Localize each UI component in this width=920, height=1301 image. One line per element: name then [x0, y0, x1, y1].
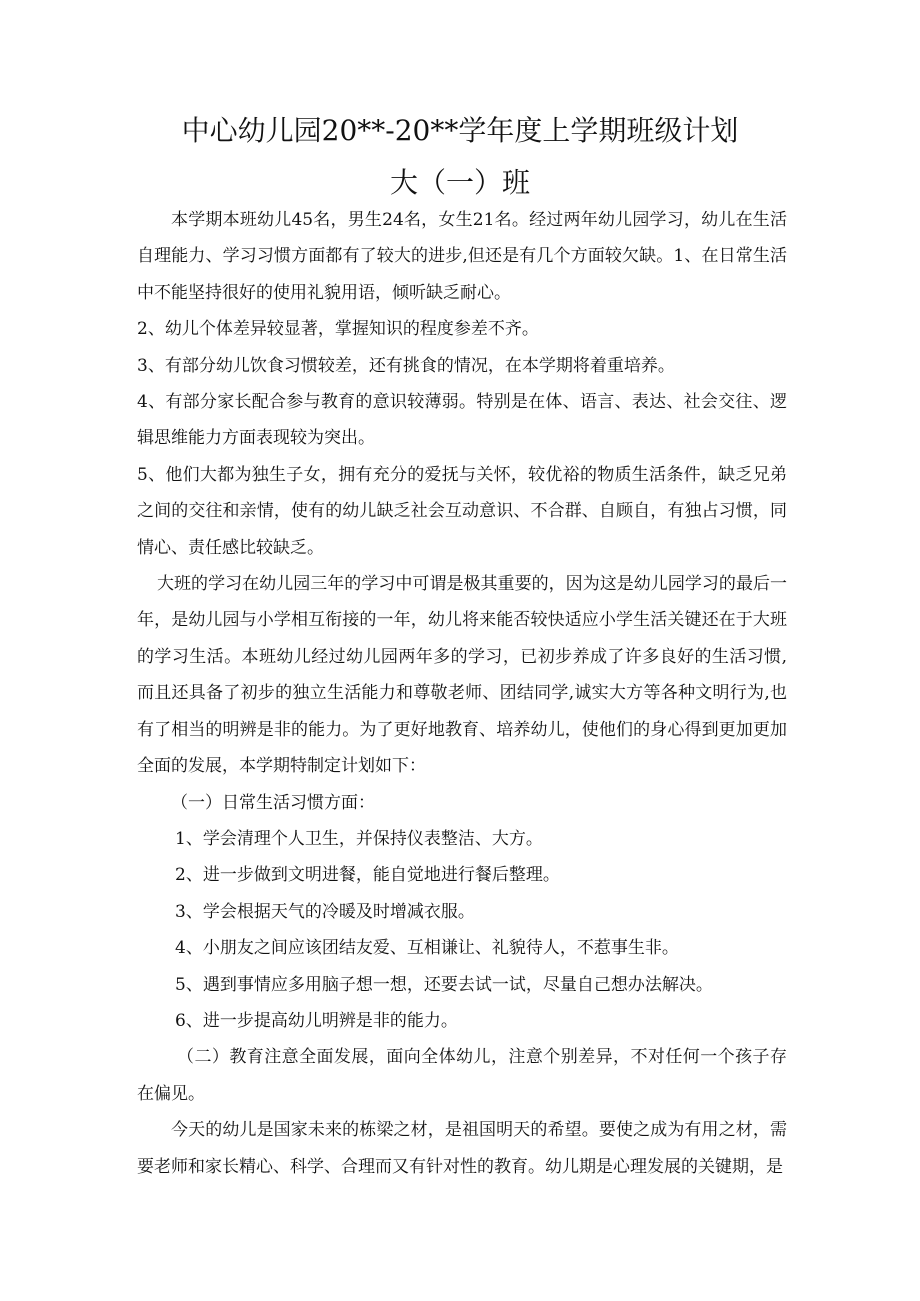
section-heading: （二）教育注意全面发展，面向全体幼儿，注意个别差异，不对任何一个孩子存在偏见。 [137, 1047, 787, 1104]
list-item: 3、有部分幼儿饮食习惯较差，还有挑食的情况，在本学期将着重培养。 [137, 355, 675, 376]
body-paragraph: 大班的学习在幼儿园三年的学习中可谓是极其重要的，因为这是幼儿园学习的最后一年，是幼儿园与小学相互衔接的一年，幼儿将来能否较快适应小学生活关键还在于大班的学习生活。本班幼儿经过幼儿园两年多的学习，已初步养成了许多良好的生活习惯,而且还具备了初步的独立生活能力和尊敬老师、团结同学,诚实大方等各种文明行为,也有了相当的明辨是非的能力。为了更好地教育、培养幼儿，使他们的身心得到更加更加全面的发展，本学期特制定计划如下： [137, 574, 787, 777]
list-item: 4、小朋友之间应该团结友爱、互相谦让、礼貌待人，不惹事生非。 [175, 938, 679, 959]
list-item: 5、遇到事情应多用脑子想一想，还要去试一试，尽量自己想办法解决。 [175, 974, 713, 995]
list-item: 5、他们大都为独生子女，拥有充分的爱抚与关怀，较优裕的物质生活条件，缺乏兄弟之间的交往和亲情，使有的幼儿缺乏社会互动意识、不合群、自顾自，有独占习惯，同情心、责任感比较缺乏。 [137, 464, 787, 558]
section-heading: （一）日常生活习惯方面： [171, 792, 375, 813]
list-item: 3、学会根据天气的冷暖及时增减衣服。 [175, 901, 475, 922]
document-title: 中心幼儿园20**-20**学年度上学期班级计划 [181, 114, 739, 147]
list-item: 1、学会清理个人卫生，并保持仪表整洁、大方。 [175, 828, 543, 849]
intro-paragraph: 本学期本班幼儿45名，男生24名，女生21名。经过两年幼儿园学习，幼儿在生活自理能力、学习习惯方面都有了较大的进步,但还是有几个方面较欠缺。1、在日常生活中不能坚持很好的使用礼貌用语，倾听缺乏耐心。 [137, 210, 787, 303]
list-item: 2、幼儿个体差异较显著，掌握知识的程度参差不齐。 [137, 319, 539, 340]
body-paragraph: 今天的幼儿是国家未来的栋梁之材，是祖国明天的希望。要使之成为有用之材，需要老师和家长精心、科学、合理而又有针对性的教育。幼儿期是心理发展的关键期，是 [137, 1120, 787, 1177]
list-item: 4、有部分家长配合参与教育的意识较薄弱。特别是在体、语言、表达、社会交往、逻辑思维能力方面表现较为突出。 [137, 392, 787, 449]
document-body [137, 202, 787, 1185]
class-name-heading: 大（一）班 [389, 166, 530, 199]
list-item: 2、进一步做到文明进餐，能自觉地进行餐后整理。 [175, 865, 560, 886]
list-item: 6、进一步提高幼儿明辨是非的能力。 [175, 1010, 458, 1031]
